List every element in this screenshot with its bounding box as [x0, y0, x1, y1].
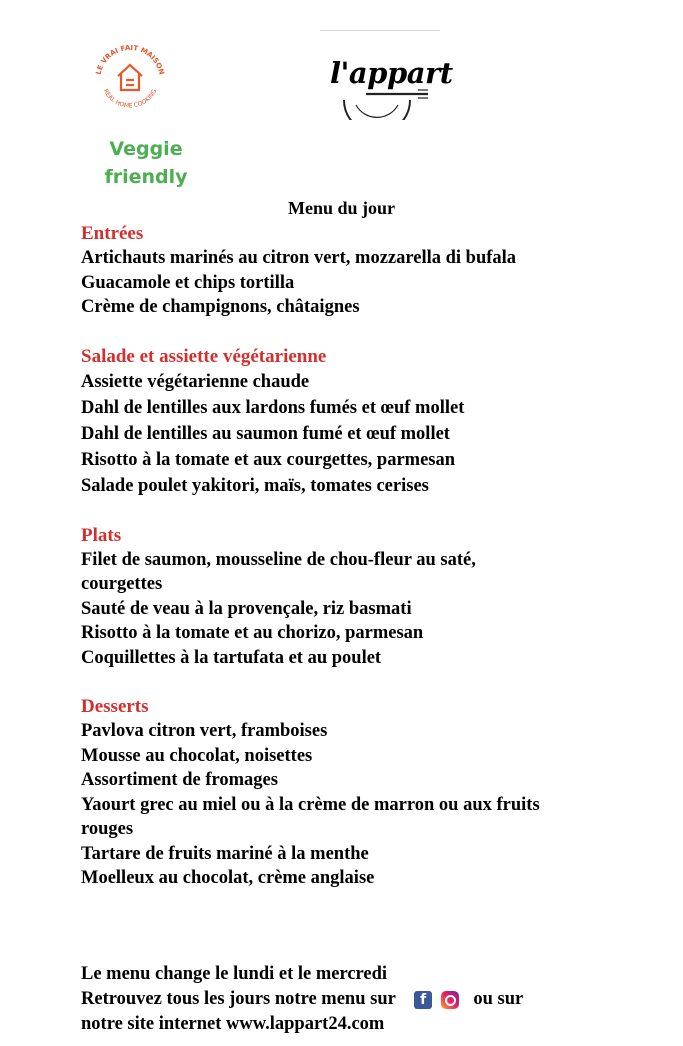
menu-content [81, 222, 641, 916]
menu-item: Moelleux au chocolat, crème anglaise [81, 868, 375, 888]
section-entrees [81, 222, 641, 320]
footer-line2-text: Retrouvez tous les jours notre menu sur [81, 989, 396, 1009]
menu-item: Risotto à la tomate et aux courgettes, parmesan [81, 449, 456, 470]
menu-item: Dahl de lentilles au saumon fumé et œuf mollet [81, 423, 450, 444]
section-salade-vegetarienne [81, 345, 641, 499]
menu-title: Menu du jour [287, 198, 395, 218]
section-desserts [81, 695, 641, 891]
menu-item: Dahl de lentilles aux lardons fumés et œuf mollet [81, 397, 465, 418]
menu-item: Sauté de veau à la provençale, riz basmati [81, 598, 412, 619]
veggie-line1: Veggie [109, 138, 183, 160]
menu-item: Guacamole et chips tortilla [81, 272, 295, 293]
section-title: Entrées [81, 223, 144, 244]
footer-website[interactable]: notre site internet www.lappart24.com [81, 1014, 385, 1035]
badge-top-text: LE VRAI FAIT MAISON [94, 43, 166, 76]
instagram-icon[interactable] [441, 991, 459, 1009]
fait-maison-badge [90, 40, 170, 120]
section-title: Desserts [81, 696, 149, 717]
veggie-friendly-label [100, 135, 192, 191]
menu-item: Pavlova citron vert, framboises [81, 721, 328, 741]
house-logo-icon [90, 40, 170, 120]
menu-item: Mousse au chocolat, noisettes [81, 745, 313, 766]
logo-text: l'appart [330, 56, 453, 90]
menu-item: Salade poulet yakitori, maïs, tomates cerises [81, 475, 429, 496]
section-plats [81, 524, 641, 671]
footer-line1: Le menu change le lundi et le mercredi [81, 964, 388, 984]
top-divider [320, 30, 440, 31]
lappart-logo [326, 50, 453, 120]
footer-line2-suffix: ou sur [473, 989, 524, 1009]
menu-item: Tartare de fruits mariné à la menthe [81, 843, 369, 864]
menu-item: Yaourt grec au miel ou à la crème de marron ou aux fruits [81, 794, 540, 815]
social-icons [414, 987, 459, 1012]
menu-item: Artichauts marinés au citron vert, mozzarella di bufala [81, 248, 517, 268]
svg-text:LE VRAI FAIT MAISON [95, 44, 166, 76]
section-title: Salade et assiette végétarienne [81, 345, 327, 367]
section-title: Plats [81, 524, 122, 546]
menu-item: rouges [81, 819, 134, 839]
menu-item: Crème de champignons, châtaignes [81, 297, 360, 317]
badge-bottom-text: REAL HOME COOKING [101, 88, 159, 110]
menu-item: Assiette végétarienne chaude [81, 371, 310, 392]
menu-item: Filet de saumon, mousseline de chou-fleur au saté, [81, 549, 476, 570]
footer [81, 962, 661, 1037]
menu-item: courgettes [81, 574, 163, 594]
veggie-line2: friendly [104, 166, 188, 188]
menu-item: Assortiment de fromages [81, 770, 278, 790]
footer-line2 [81, 987, 661, 1012]
menu-item: Risotto à la tomate et au chorizo, parmesan [81, 623, 424, 643]
menu-item: Coquillettes à la tartufata et au poulet [81, 647, 382, 668]
facebook-icon[interactable]: f [414, 991, 432, 1009]
